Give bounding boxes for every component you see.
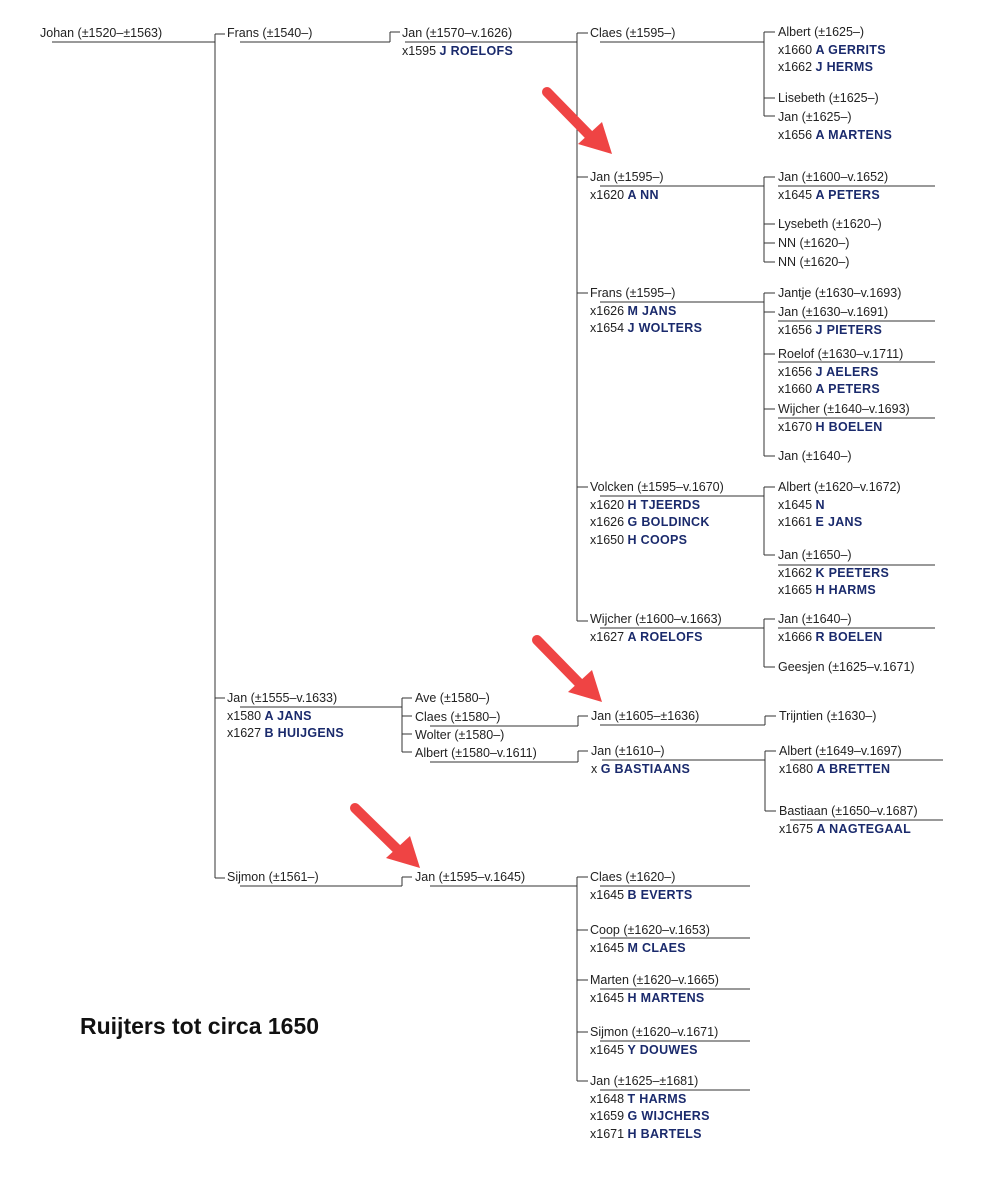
marriage-year: x1671 [590, 1126, 625, 1141]
spouse-name: B HUIJGENS [264, 726, 344, 740]
marriage-year: x1620 [590, 187, 625, 202]
marriage-year: x1662 [778, 60, 813, 74]
marriage-year: x1661 [778, 515, 813, 529]
person-name: Jan (±1610–) [591, 744, 665, 758]
person-name: NN (±1620–) [778, 236, 850, 250]
spouse-name: H COOPS [627, 532, 688, 547]
marriage-year: x1645 [590, 990, 625, 1005]
spouse-name: A MARTENS [815, 127, 893, 142]
person-name: Sijmon (±1620–v.1671) [590, 1025, 719, 1039]
arrow-icon [547, 92, 612, 154]
person-name: Jan (±1630–v.1691) [778, 305, 889, 319]
person-name: Albert (±1625–) [778, 25, 865, 39]
person-name: Jan (±1640–) [778, 449, 852, 463]
spouse-name: A NAGTEGAAL [816, 821, 912, 836]
spouse-name: H BARTELS [627, 1126, 702, 1141]
spouse-name: B EVERTS [627, 887, 693, 902]
person-name: Claes (±1580–) [415, 710, 501, 724]
person-name: Albert (±1620–v.1672) [778, 480, 901, 494]
spouse-name: K PEETERS [815, 565, 890, 580]
person-name: Wijcher (±1640–v.1693) [778, 402, 910, 416]
person-name: Claes (±1620–) [590, 870, 676, 884]
spouse-name: A PETERS [815, 187, 880, 202]
marriage-year: x1645 [778, 187, 813, 202]
marriage-year: x1680 [779, 761, 814, 776]
marriage-year: x1656 [778, 322, 813, 337]
arrow-icon [355, 808, 420, 868]
marriage-year: x1645 [590, 940, 625, 955]
spouse-name: A ROELOFS [627, 629, 703, 644]
person-name: Jan (±1555–v.1633) [227, 691, 338, 705]
person-name: Jan (±1650–) [778, 548, 852, 562]
person-name: Wolter (±1580–) [415, 728, 505, 742]
person-name: Jan (±1595–v.1645) [415, 870, 526, 884]
marriage-year: x1648 [590, 1091, 625, 1106]
person-name: Jan (±1595–) [590, 170, 664, 184]
marriage-year: x1645 [590, 1042, 625, 1057]
spouse-name: J HERMS [815, 60, 874, 74]
spouse-name: A BRETTEN [816, 761, 891, 776]
spouse-name: A PETERS [815, 382, 880, 396]
spouse-name: M CLAES [627, 940, 686, 955]
person-name: Geesjen (±1625–v.1671) [778, 660, 915, 674]
person-name: Jan (±1600–v.1652) [778, 170, 889, 184]
person-name: Albert (±1580–v.1611) [415, 746, 537, 760]
person-name: Bastiaan (±1650–v.1687) [779, 804, 918, 818]
person-name: Sijmon (±1561–) [227, 870, 319, 884]
marriage-year: x1654 [590, 321, 625, 335]
spouse-name: A GERRITS [815, 42, 886, 57]
marriage-year: x1645 [590, 887, 625, 902]
spouse-name: E JANS [815, 515, 863, 529]
spouse-name: M JANS [627, 303, 677, 318]
marriage-year: x1580 [227, 708, 262, 723]
marriage-year: x1670 [778, 419, 813, 434]
marriage-year: x1627 [227, 726, 262, 740]
person-name: Claes (±1595–) [590, 26, 676, 40]
spouse-name: J AELERS [815, 364, 879, 379]
marriage-year: x1660 [778, 42, 813, 57]
marriage-year: x1660 [778, 382, 813, 396]
marriage-year: x1662 [778, 565, 813, 580]
marriage-year: x1620 [590, 497, 625, 512]
person-name: Albert (±1649–v.1697) [779, 744, 902, 758]
marriage-year: x1675 [779, 821, 814, 836]
marriage-year: x1656 [778, 364, 813, 379]
tree-caption: Ruijters tot circa 1650 [80, 1013, 320, 1039]
spouse-name: G WIJCHERS [627, 1109, 710, 1123]
person-name: Ave (±1580–) [415, 691, 490, 705]
person-name: Frans (±1540–) [227, 26, 313, 40]
marriage-year: x1665 [778, 583, 813, 597]
person-name: Jan (±1625–±1681) [590, 1074, 699, 1088]
person-name: Jan (±1640–) [778, 612, 852, 626]
spouse-name: N [815, 497, 825, 512]
person-name: Jan (±1625–) [778, 110, 852, 124]
spouse-name: J PIETERS [815, 322, 883, 337]
person-name: Jantje (±1630–v.1693) [778, 286, 902, 300]
person-name: Wijcher (±1600–v.1663) [590, 612, 722, 626]
person-name: Lisebeth (±1625–) [778, 91, 879, 105]
spouse-name: A NN [627, 187, 659, 202]
spouse-name: Y DOUWES [627, 1042, 698, 1057]
marriage-year: x [591, 761, 598, 776]
spouse-name: J WOLTERS [627, 321, 703, 335]
spouse-name: H TJEERDS [627, 497, 701, 512]
spouse-name: J ROELOFS [439, 43, 514, 58]
person-name: Roelof (±1630–v.1711) [778, 347, 904, 361]
person-name: Volcken (±1595–v.1670) [590, 480, 724, 494]
spouse-name: R BOELEN [815, 629, 883, 644]
person-name: Coop (±1620–v.1653) [590, 923, 710, 937]
marriage-year: x1645 [778, 497, 813, 512]
person-name: Jan (±1570–v.1626) [402, 26, 513, 40]
person-name: Jan (±1605–±1636) [591, 709, 700, 723]
spouse-name: H BOELEN [815, 419, 883, 434]
spouse-name: H MARTENS [627, 990, 705, 1005]
spouse-name: A JANS [264, 708, 312, 723]
person-name: Trijntien (±1630–) [779, 709, 877, 723]
person-name: Marten (±1620–v.1665) [590, 973, 719, 987]
spouse-name: H HARMS [815, 583, 876, 597]
spouse-name: G BOLDINCK [627, 515, 710, 529]
person-name: Johan (±1520–±1563) [40, 26, 163, 40]
person-name: NN (±1620–) [778, 255, 850, 269]
marriage-year: x1650 [590, 532, 625, 547]
marriage-year: x1666 [778, 629, 813, 644]
arrow-icon [537, 640, 602, 702]
person-name: Frans (±1595–) [590, 286, 676, 300]
spouse-name: T HARMS [627, 1091, 687, 1106]
marriage-year: x1656 [778, 127, 813, 142]
marriage-year: x1626 [590, 515, 625, 529]
person-name: Lysebeth (±1620–) [778, 217, 882, 231]
marriage-year: x1627 [590, 629, 625, 644]
marriage-year: x1659 [590, 1109, 625, 1123]
marriage-year: x1626 [590, 303, 625, 318]
spouse-name: G BASTIAANS [600, 761, 691, 776]
marriage-year: x1595 [402, 43, 437, 58]
